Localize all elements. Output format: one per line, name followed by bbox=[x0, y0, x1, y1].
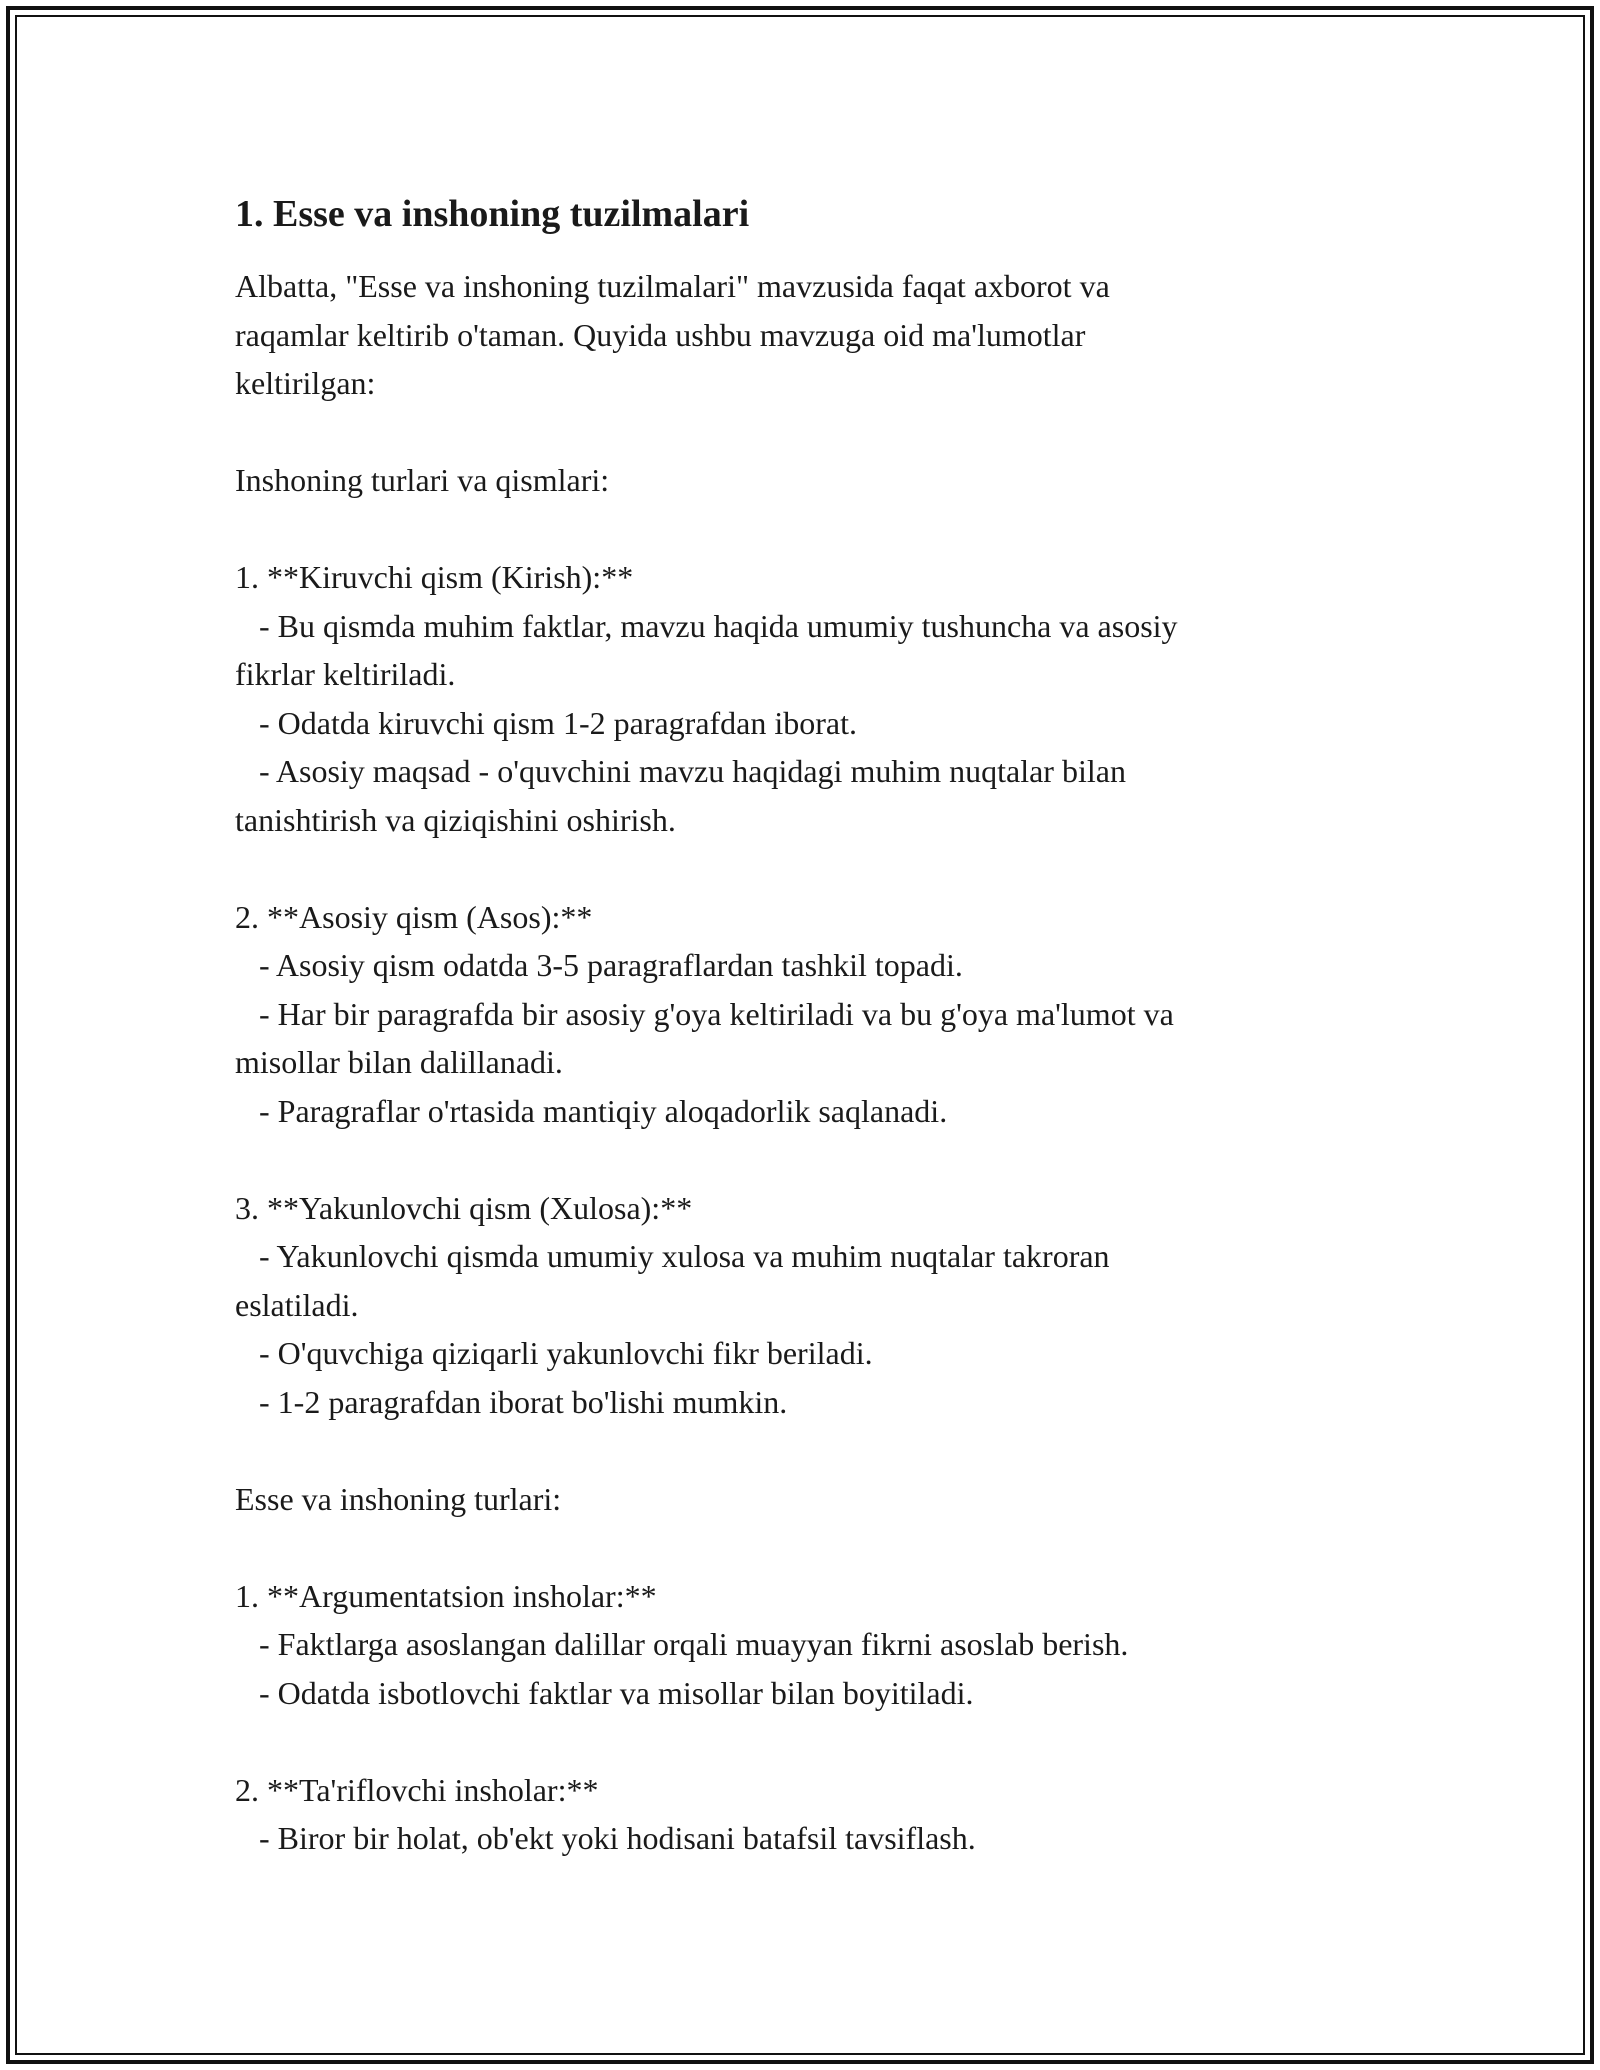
text-line: 3. **Yakunlovchi qism (Xulosa):** bbox=[235, 1189, 693, 1226]
text-line bbox=[235, 505, 1375, 554]
text-line: - 1-2 paragrafdan iborat bo'lishi mumkin. bbox=[235, 1383, 788, 1420]
text-line bbox=[235, 1717, 1375, 1766]
text-line: 1. **Argumentatsion insholar:** bbox=[235, 1577, 657, 1614]
text-line: Esse va inshoning turlari: bbox=[235, 1480, 562, 1517]
text-line: 2. **Asosiy qism (Asos):** bbox=[235, 898, 593, 935]
text-line: - O'quvchiga qiziqarli yakunlovchi fikr beriladi. bbox=[235, 1335, 873, 1371]
document-body bbox=[235, 186, 1375, 1863]
text-line bbox=[235, 1135, 1375, 1184]
text-line: - Paragraflar o'rtasida mantiqiy aloqadorlik saqlanadi. bbox=[235, 1092, 948, 1129]
text-line: - Odatda kiruvchi qism 1-2 paragrafdan iborat. bbox=[235, 704, 858, 741]
text-line: raqamlar keltirib o'taman. Quyida ushbu mavzuga oid ma'lumotlar bbox=[235, 316, 1086, 353]
text-line: 1. **Kiruvchi qism (Kirish):** bbox=[235, 559, 634, 595]
text-line: eslatiladi. bbox=[235, 1286, 359, 1323]
text-line: 2. **Ta'riflovchi insholar:** bbox=[235, 1771, 599, 1808]
text-line: Albatta, "Esse va inshoning tuzilmalari" mavzusida faqat axborot va bbox=[235, 268, 1110, 304]
text-line: Inshoning turlari va qismlari: bbox=[235, 462, 610, 498]
text-line: - Bu qismda muhim faktlar, mavzu haqida umumiy tushuncha va asosiy bbox=[235, 607, 1178, 644]
text-line: - Yakunlovchi qismda umumiy xulosa va muhim nuqtalar takroran bbox=[235, 1238, 1110, 1274]
text-line: misollar bilan dalillanadi. bbox=[235, 1044, 563, 1080]
text-line: fikrlar keltiriladi. bbox=[235, 656, 456, 692]
text-line: - Asosiy qism odatda 3-5 paragraflardan tashkil topadi. bbox=[235, 947, 963, 983]
text-line: - Har bir paragrafda bir asosiy g'oya keltiriladi va bu g'oya ma'lumot va bbox=[235, 995, 1174, 1032]
text-line: - Odatda isbotlovchi faktlar va misollar bilan boyitiladi. bbox=[235, 1674, 974, 1711]
text-line bbox=[235, 844, 1375, 893]
document-text bbox=[235, 262, 1375, 1863]
text-line: keltirilgan: bbox=[235, 365, 376, 401]
text-line: - Asosiy maqsad - o'quvchini mavzu haqidagi muhim nuqtalar bilan bbox=[235, 753, 1126, 789]
text-line bbox=[235, 1426, 1375, 1475]
text-line: tanishtirish va qiziqishini oshirish. bbox=[235, 801, 676, 838]
text-line bbox=[235, 408, 1375, 457]
text-line: - Biror bir holat, ob'ekt yoki hodisani batafsil tavsiflash. bbox=[235, 1820, 976, 1856]
page-title: 1. Esse va inshoning tuzilmalari bbox=[235, 193, 750, 235]
text-line bbox=[235, 1523, 1375, 1572]
text-line: - Faktlarga asoslangan dalillar orqali muayyan fikrni asoslab berish. bbox=[235, 1626, 1129, 1662]
